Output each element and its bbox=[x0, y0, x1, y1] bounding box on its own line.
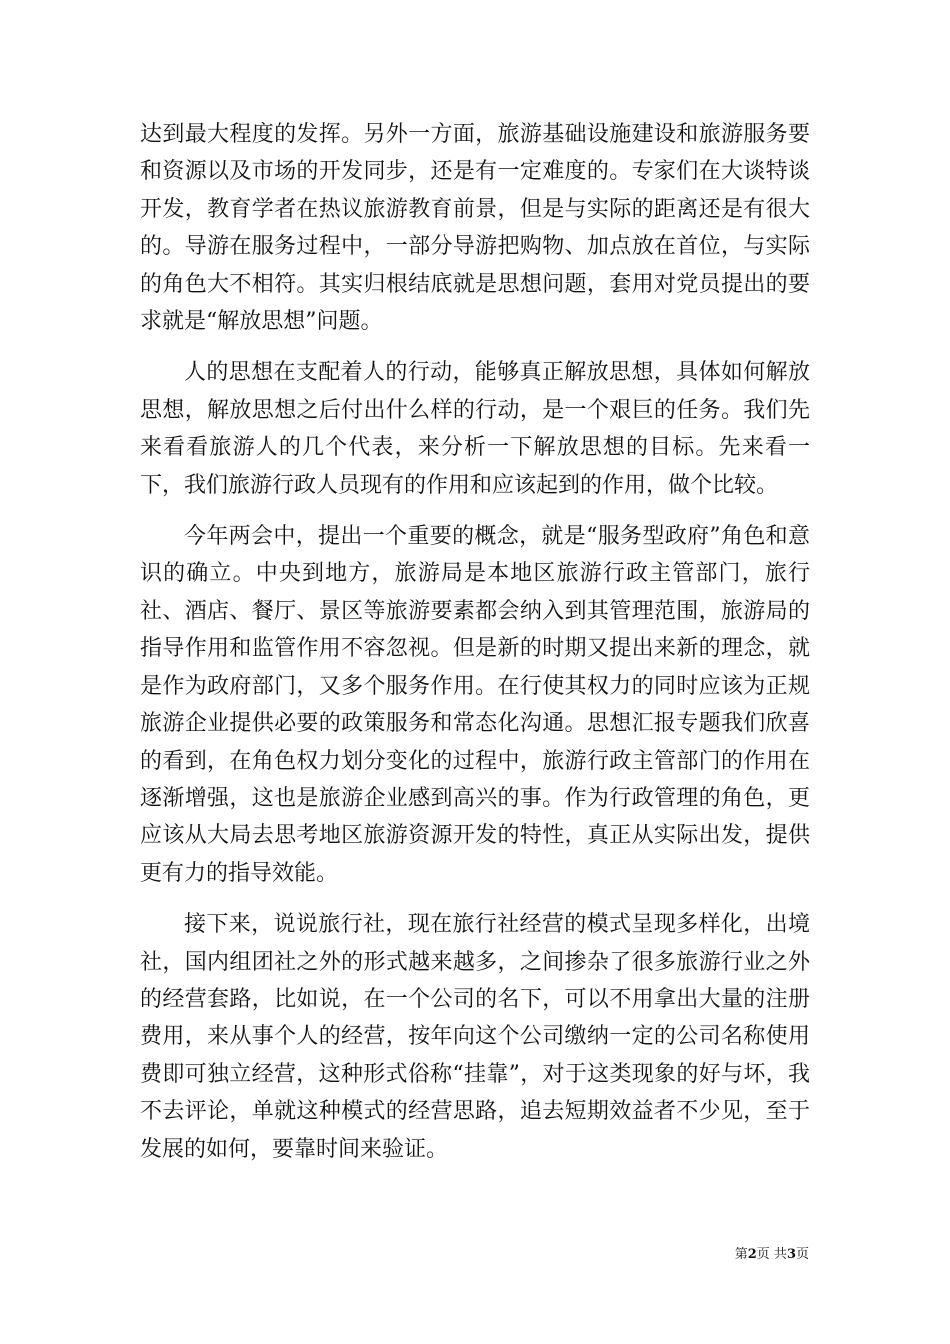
paragraph-2: 人的思想在支配着人的行动，能够真正解放思想，具体如何解放思想，解放思想之后付出什么样的行动，是一个艰巨的任务。我们先来看看旅游人的几个代表，来分析一下解放思想的目标。先来看一下，我们旅游行政人员现有的作用和应该起到的作用，做个比较。 bbox=[140, 360, 810, 498]
footer-middle: 页 共 bbox=[756, 1247, 787, 1262]
current-page-number: 2 bbox=[747, 1247, 757, 1262]
page-footer bbox=[735, 1247, 809, 1263]
document-body bbox=[140, 116, 810, 1182]
total-pages-number: 3 bbox=[786, 1247, 796, 1262]
paragraph-1: 达到最大程度的发挥。另外一方面，旅游基础设施建设和旅游服务要和资源以及市场的开发同步，还是有一定难度的。专家们在大谈特谈开发，教育学者在热议旅游教育前景，但是与实际的距离还是有很大的。导游在服务过程中，一部分导游把购物、加点放在首位，与实际的角色大不相符。其实归根结底就是思想问题，套用对党员提出的要求就是“解放思想”问题。 bbox=[140, 122, 810, 335]
footer-prefix: 第 bbox=[734, 1247, 748, 1262]
paragraph-3: 今年两会中，提出一个重要的概念，就是“服务型政府”角色和意识的确立。中央到地方，旅游局是本地区旅游行政主管部门，旅行社、酒店、餐厅、景区等旅游要素都会纳入到其管理范围，旅游局的指导作用和监管作用不容忽视。但是新的时期又提出来新的理念，就是作为政府部门，又多个服务作用。在行使其权力的同时应该为正规旅游企业提供必要的政策服务和常态化沟通。思想汇报专题我们欣喜的看到，在角色权力划分变化的过程中，旅游行政主管部门的作用在逐渐增强，这也是旅游企业感到高兴的事。作为行政管理的角色，更应该从大局去思考地区旅游资源开发的特性，真正从实际出发，提供更有力的指导效能。 bbox=[140, 524, 810, 886]
footer-suffix: 页 bbox=[795, 1247, 809, 1262]
paragraph-4: 接下来，说说旅行社，现在旅行社经营的模式呈现多样化，出境社，国内组团社之外的形式越来越多，之间掺杂了很多旅游行业之外的经营套路，比如说，在一个公司的名下，可以不用拿出大量的注册费用，来从事个人的经营，按年向这个公司缴纳一定的公司名称使用费即可独立经营，这种形式俗称“挂靠”，对于这类现象的好与坏，我不去评论，单就这种模式的经营思路，追去短期效益者不少见，至于发展的如何，要靠时间来验证。 bbox=[140, 912, 810, 1162]
